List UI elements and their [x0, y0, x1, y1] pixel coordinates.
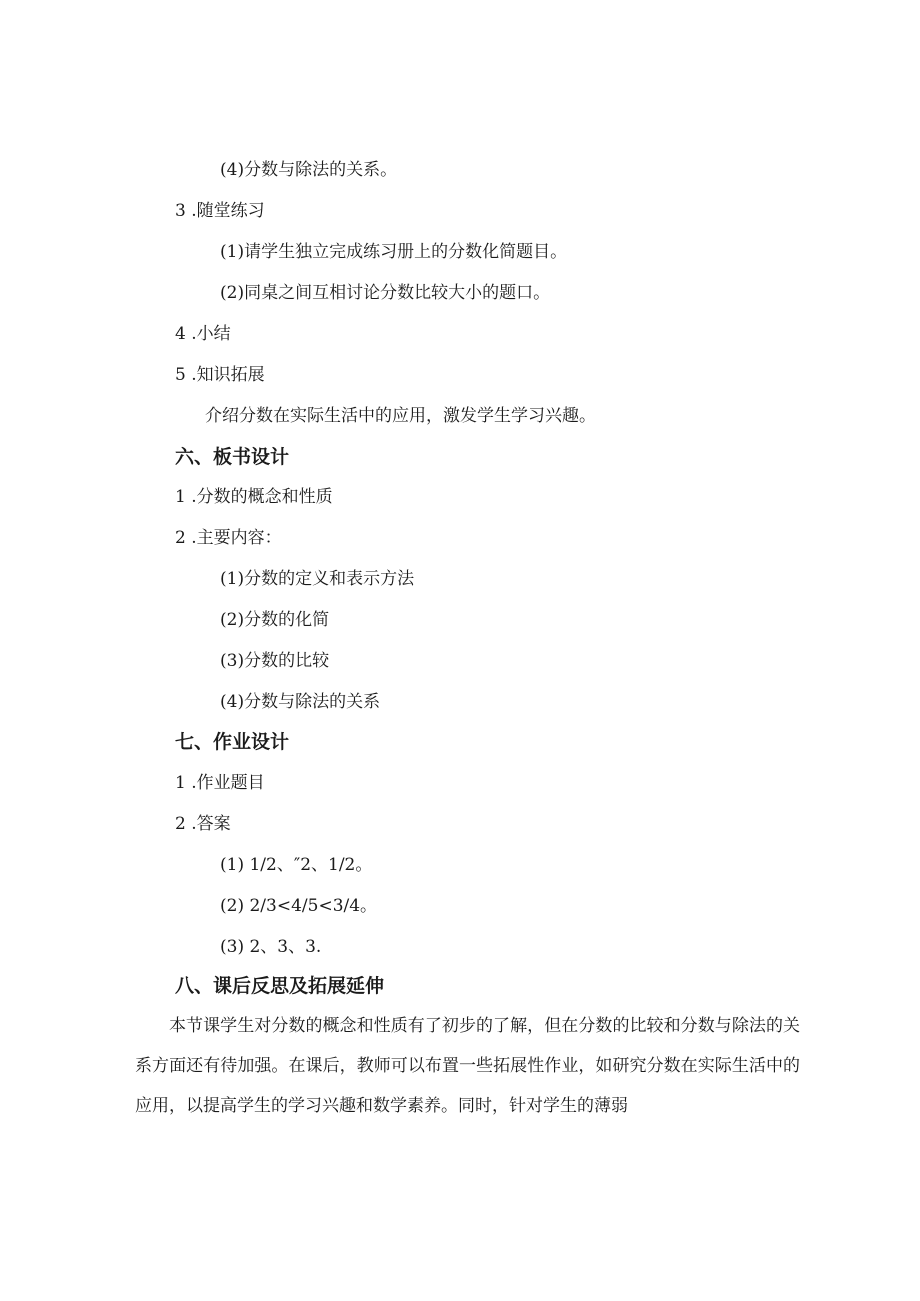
board-subitem-4: (4)分数与除法的关系 [220, 692, 381, 712]
answer-item-3: (3) 2、3、3. [220, 937, 322, 957]
practice-item-1: (1)请学生独立完成练习册上的分数化简题目。 [220, 242, 568, 262]
section-heading-board-design: 六、板书设计 [175, 446, 290, 468]
step-item-relation-fraction-division: (4)分数与除法的关系。 [220, 160, 398, 180]
board-item-2: 2 .主要内容： [175, 528, 282, 548]
section-item-summary: 4 .小结 [175, 324, 231, 344]
board-subitem-2: (2)分数的化简 [220, 610, 330, 630]
extension-text: 介绍分数在实际生活中的应用，激发学生学习兴趣。 [205, 406, 596, 426]
board-subitem-3: (3)分数的比较 [220, 651, 330, 671]
answer-item-2: (2) 2/3<4/5<3/4。 [220, 896, 378, 916]
homework-item-2: 2 .答案 [175, 814, 231, 834]
board-item-1: 1 .分数的概念和性质 [175, 487, 333, 507]
answer-item-1: (1) 1/2、″2、1/2。 [220, 855, 373, 875]
board-subitem-1: (1)分数的定义和表示方法 [220, 569, 415, 589]
reflection-paragraph: 本节课学生对分数的概念和性质有了初步的了解，但在分数的比较和分数与除法的关系方面还有待加强。在课后，教师可以布置一些拓展性作业，如研究分数在实际生活中的应用，以提高学生的学习兴趣和数学素养。同时，针对学生的薄弱 [135, 1016, 800, 1116]
section-item-extension: 5 .知识拓展 [175, 365, 265, 385]
section-heading-homework: 七、作业设计 [175, 731, 290, 753]
section-item-practice: 3 .随堂练习 [175, 201, 265, 221]
practice-item-2: (2)同桌之间互相讨论分数比较大小的题口。 [220, 283, 551, 303]
section-heading-reflection: 八、课后反思及拓展延伸 [175, 975, 385, 997]
homework-item-1: 1 .作业题目 [175, 773, 265, 793]
